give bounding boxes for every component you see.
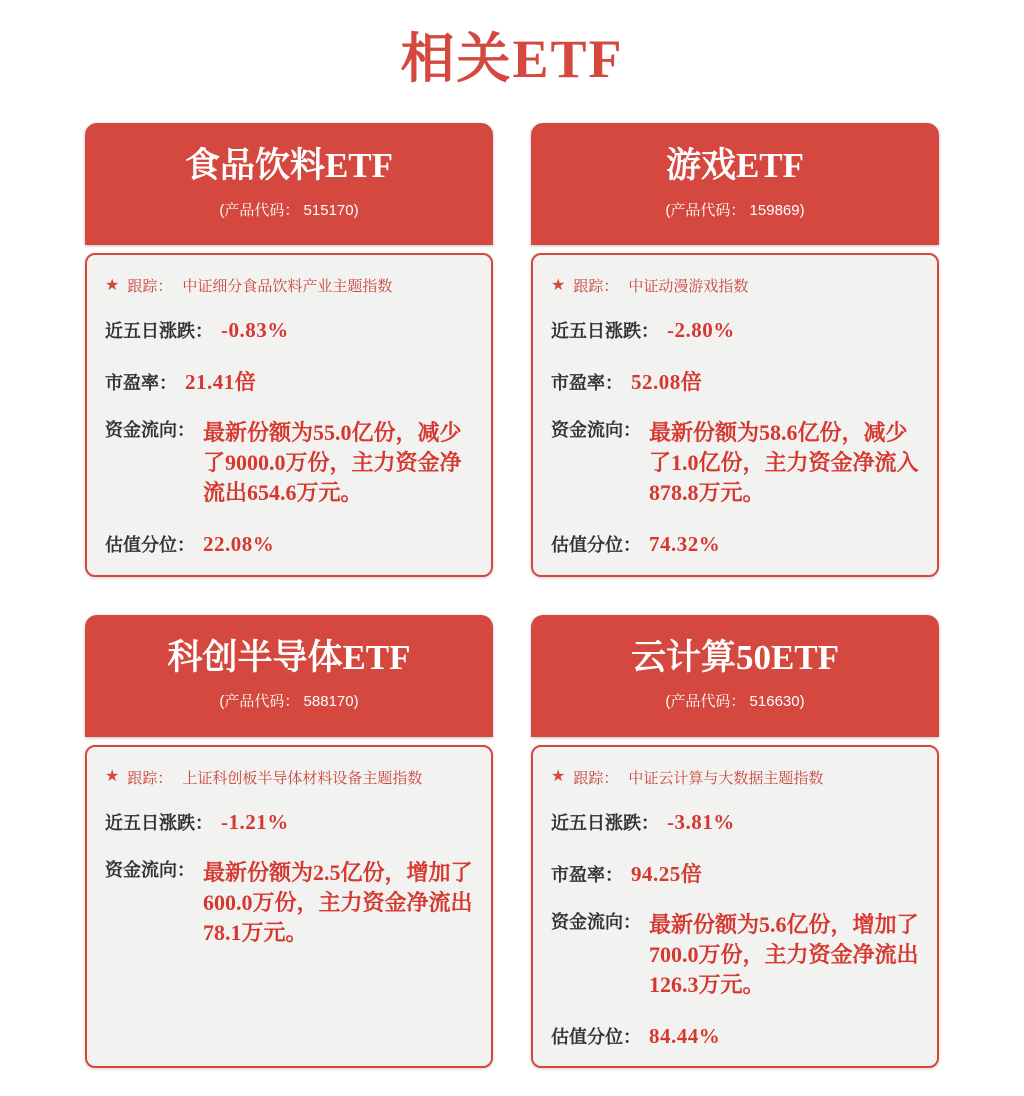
tracking-row <box>105 767 473 788</box>
code-value: 516630 <box>749 693 800 711</box>
tracking-index: 上证科创板半导体材料设备主题指数 <box>182 769 423 787</box>
card-body <box>85 745 493 1069</box>
tracking-index: 中证细分食品饮料产业主题指数 <box>182 278 393 295</box>
tracking-row <box>551 275 919 296</box>
valuation-percentile-label: 估值分位： <box>551 1026 641 1047</box>
code-suffix: ) <box>799 201 805 219</box>
card-cloud-computing-etf <box>531 615 939 1069</box>
five-day-change-row <box>105 318 473 344</box>
fund-flow-label: 资金流向： <box>551 420 641 441</box>
code-suffix: ) <box>353 693 359 711</box>
star-icon: ★ <box>105 768 120 786</box>
code-suffix: ) <box>799 693 805 711</box>
card-header <box>531 123 939 245</box>
pe-ratio-value: 52.08倍 <box>631 370 703 395</box>
valuation-percentile-row <box>551 1024 919 1050</box>
fund-flow-row <box>105 858 473 948</box>
card-body <box>531 745 939 1069</box>
etf-product-code <box>531 199 939 220</box>
pe-ratio-value: 94.25倍 <box>631 861 703 886</box>
pe-ratio-label: 市盈率： <box>551 373 623 394</box>
fund-flow-label: 资金流向： <box>551 911 641 932</box>
card-body <box>531 253 939 577</box>
five-day-change-row <box>105 810 473 836</box>
card-food-beverage-etf <box>85 123 493 577</box>
valuation-percentile-value: 22.08% <box>203 532 275 557</box>
five-day-change-value: -2.80% <box>667 318 735 342</box>
code-value: 588170 <box>303 693 354 711</box>
pe-ratio-row <box>551 858 919 888</box>
valuation-percentile-value: 74.32% <box>649 532 721 557</box>
etf-name: 食品饮料ETF <box>184 146 394 185</box>
fund-flow-label: 资金流向： <box>105 859 195 880</box>
five-day-change-label: 近五日涨跌： <box>551 812 659 833</box>
five-day-change-value: -3.81% <box>667 809 735 834</box>
card-game-etf <box>531 123 939 577</box>
etf-name: 云计算50ETF <box>630 637 840 677</box>
tracking-label: 跟踪： <box>127 278 173 295</box>
page-title: 相关ETF <box>400 29 624 89</box>
fund-flow-label: 资金流向： <box>105 420 195 441</box>
fund-flow-row <box>105 418 473 508</box>
tracking-label: 跟踪： <box>573 278 619 295</box>
valuation-percentile-label: 估值分位： <box>551 535 641 556</box>
code-suffix: ) <box>353 201 359 219</box>
code-prefix: (产品代码： <box>665 693 750 711</box>
card-header <box>531 615 939 737</box>
star-icon: ★ <box>551 768 566 786</box>
etf-name: 游戏ETF <box>665 146 805 185</box>
tracking-index: 中证动漫游戏指数 <box>628 278 749 295</box>
valuation-percentile-row <box>105 532 473 558</box>
code-prefix: (产品代码： <box>219 693 304 711</box>
five-day-change-label: 近五日涨跌： <box>105 321 213 341</box>
code-value: 159869 <box>749 201 800 219</box>
pe-ratio-value: 21.41倍 <box>185 370 257 395</box>
valuation-percentile-label: 估值分位： <box>105 535 195 556</box>
card-semiconductor-etf <box>85 615 493 1069</box>
pe-ratio-row <box>105 366 473 396</box>
pe-ratio-label: 市盈率： <box>105 373 177 394</box>
five-day-change-row <box>551 318 919 344</box>
fund-flow-value: 最新份额为55.0亿份，减少了9000.0万份，主力资金净流出654.6万元。 <box>203 420 462 506</box>
etf-cards-grid <box>85 123 939 1068</box>
valuation-percentile-value: 84.44% <box>649 1023 721 1048</box>
card-header <box>85 615 493 737</box>
etf-product-code <box>531 690 939 711</box>
tracking-row <box>105 275 473 296</box>
tracking-index: 中证云计算与大数据主题指数 <box>628 769 824 787</box>
five-day-change-label: 近五日涨跌： <box>105 812 213 833</box>
tracking-row <box>551 767 919 788</box>
five-day-change-label: 近五日涨跌： <box>551 321 659 341</box>
pe-ratio-label: 市盈率： <box>551 864 623 885</box>
star-icon: ★ <box>105 276 120 294</box>
fund-flow-value: 最新份额为2.5亿份，增加了600.0万份，主力资金净流出78.1万元。 <box>203 859 473 945</box>
etf-product-code <box>85 199 493 220</box>
tracking-label: 跟踪： <box>573 769 619 787</box>
code-prefix: (产品代码： <box>665 201 750 219</box>
card-body <box>85 253 493 577</box>
code-value: 515170 <box>303 201 354 219</box>
fund-flow-row <box>551 418 919 508</box>
fund-flow-value: 最新份额为58.6亿份，减少了1.0亿份，主力资金净流入878.8万元。 <box>649 420 919 506</box>
card-header <box>85 123 493 245</box>
fund-flow-row <box>551 910 919 1000</box>
valuation-percentile-row <box>551 532 919 558</box>
fund-flow-value: 最新份额为5.6亿份，增加了700.0万份，主力资金净流出126.3万元。 <box>649 911 919 997</box>
five-day-change-value: -0.83% <box>221 318 289 342</box>
etf-name: 科创半导体ETF <box>167 637 411 677</box>
five-day-change-row <box>551 810 919 836</box>
code-prefix: (产品代码： <box>219 201 304 219</box>
star-icon: ★ <box>551 276 566 294</box>
etf-product-code <box>85 690 493 711</box>
tracking-label: 跟踪： <box>127 769 173 787</box>
five-day-change-value: -1.21% <box>221 809 289 834</box>
pe-ratio-row <box>551 366 919 396</box>
